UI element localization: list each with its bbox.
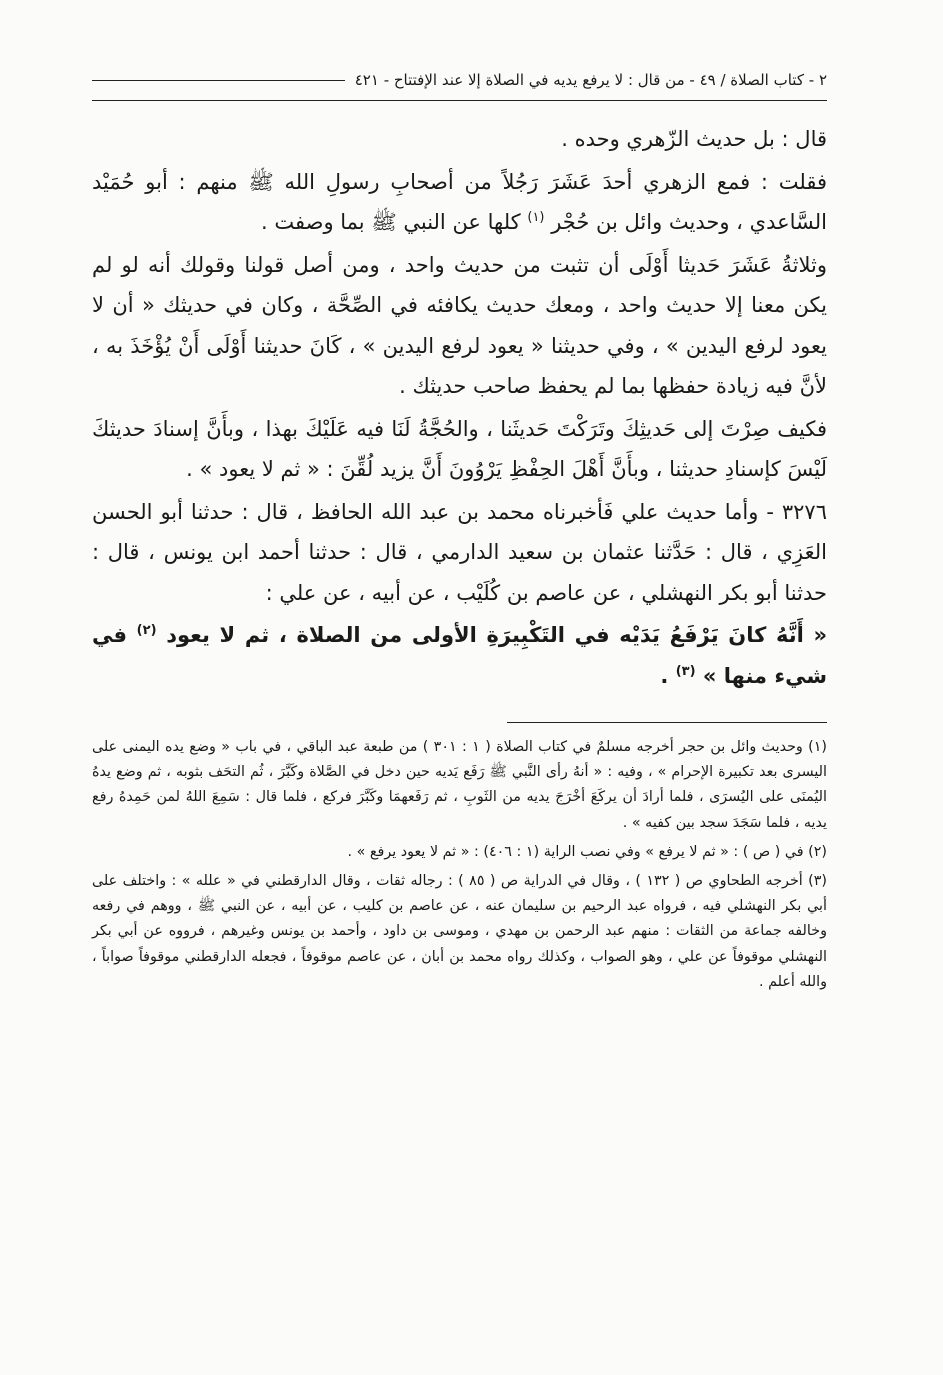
paragraph-2-text-a: فقلت : فمع الزهري أحدَ عَشَرَ رَجُلاً من أصحابِ رسولِ الله ﷺ منهم : أبو حُمَيْد السَّاعدي ، وحديث وائل بن حُجْر — [92, 169, 827, 234]
footnote-3: (٣) أخرجه الطحاوي ص ( ١٣٢ ) ، وقال في الدراية ص ( ٨٥ ) : رجاله ثقات ، وقال الدارقطني في « علله » : واختلف على أبي بكر النهشلي فيه ، فرواه عبد الرحيم بن سليمان عنه ، عن عاصم بن كليب ، عن أبيه ، عن النبي ﷺ ، ووهم في رفعه وخالفه جماعة من الثقات : منهم عبد الرحمن بن مهدي ، وموسى بن داود ، وأحمد بن يونس وغيرهم ، فرووه عن أبي بكر النهشلي موقوفاً عن علي ، وهو الصواب ، وكذلك رواه محمد بن أبان ، عن عاصم موقوفاً ، فجعله الدارقطني موقوفاً صواباً ، والله أعلم . — [92, 873, 827, 990]
running-header — [92, 60, 827, 101]
paragraph-3: وثلاثةُ عَشَرَ حَديثا أَوْلَى أن تثبت من حديث واحد ، ومن أصل قولنا وقولك أنه لو لم يكن معنا إلا حديث واحد ، ومعك حديث يكافئه في الصِّحَّة ، وكان في حديثك « أن لا يعود لرفع اليدين » ، وفي حديثنا « يعود لرفع اليدين » ، كَانَ حديثنا أَوْلَى أَنْ يُؤْخَذَ به ، لأنَّ فيه زيادة حفظها بما لم يحفظ صاحب حديثك . — [92, 252, 827, 398]
header-rule — [92, 80, 345, 81]
footnote-ref-1[interactable]: (١) — [527, 210, 545, 225]
footnote-ref-2[interactable]: (٢) — [136, 623, 157, 638]
footnote-1: (١) وحديث وائل بن حجر أخرجه مسلمٌ في كتاب الصلاة ( ١ : ٣٠١ ) من طبعة عبد الباقي ، في باب « وضع يده اليمنى على اليسرى بعد تكبيرة الإحرام » ، وفيه : « أنهُ رأى النَّبي ﷺ رَفَع يَديه حين دخل في الصَّلاة وكَبَّرَ ، ثُم التحَف بثوبه ، ثم وضع يدهُ اليُمنَى على اليُسرَى ، فلما أرادَ أن يركَعَ أخْرَجَ يديه من الثَوبِ ، ثم رَفَعهمَا وكَبَّرَ فركع ، فلما قال : سَمِعَ اللهُ لمن حَمِدهُ رفع يديه ، فلما سَجَدَ سجد بين كفيه » . — [92, 739, 827, 831]
paragraph-1: قال : بل حديث الزّهري وحده . — [561, 127, 827, 151]
footnote-separator — [507, 722, 827, 723]
footnote-ref-3[interactable]: (٣) — [675, 663, 696, 679]
footnotes — [92, 735, 827, 995]
hadith-text — [92, 615, 827, 696]
hadith-text-b: في شيء منها » — [92, 623, 827, 688]
paragraph-2 — [92, 162, 827, 243]
paragraph-5-hadith-3276: ٣٢٧٦ - وأما حديث علي فَأخبرناه محمد بن عبد الله الحافظ ، قال : حدثنا أبو الحسن العَزِي ، قال : حَدَّثنا عثمان بن سعيد الدارمي ، قال : حدثنا أحمد ابن يونس ، قال : حدثنا أبو بكر النهشلي ، عن عاصم بن كُلَيْب ، عن أبيه ، عن علي : — [92, 499, 827, 605]
paragraph-2-text-b: كلها عن النبي ﷺ بما وصفت . — [261, 210, 521, 234]
paragraph-4: فكيف صِرْتَ إلى حَديثِكَ وتَرَكْتَ حَديثَنا ، والحُجَّةُ لَنَا فيه عَلَيْكَ بهذا ، وبأَنَّ إسنادَ حديثكَ لَيْسَ كإسنادِ حديثنا ، وبأَنَّ أَهْلَ الحِفْظِ يَرْوُونَ أَنَّ يزيد لُقِّنَ : « ثم لا يعود » . — [92, 416, 827, 481]
hadith-text-end: . — [660, 663, 669, 688]
running-title: ٢ - كتاب الصلاة / ٤٩ - من قال : لا يرفع يديه في الصلاة إلا عند الإفتتاح - ٤٢١ — [354, 71, 827, 89]
footnote-2: (٢) في ( ص ) : « ثم لا يرفع » وفي نصب الراية (١ : ٤٠٦) : « ثم لا يعود يرفع » . — [347, 843, 827, 860]
book-page — [92, 60, 827, 999]
main-text — [92, 119, 827, 696]
hadith-text-a: « أَنَّهُ كانَ يَرْفَعُ يَدَيْه في التَكْبِيرَةِ الأولى من الصلاة ، ثم لا يعود — [166, 623, 828, 647]
